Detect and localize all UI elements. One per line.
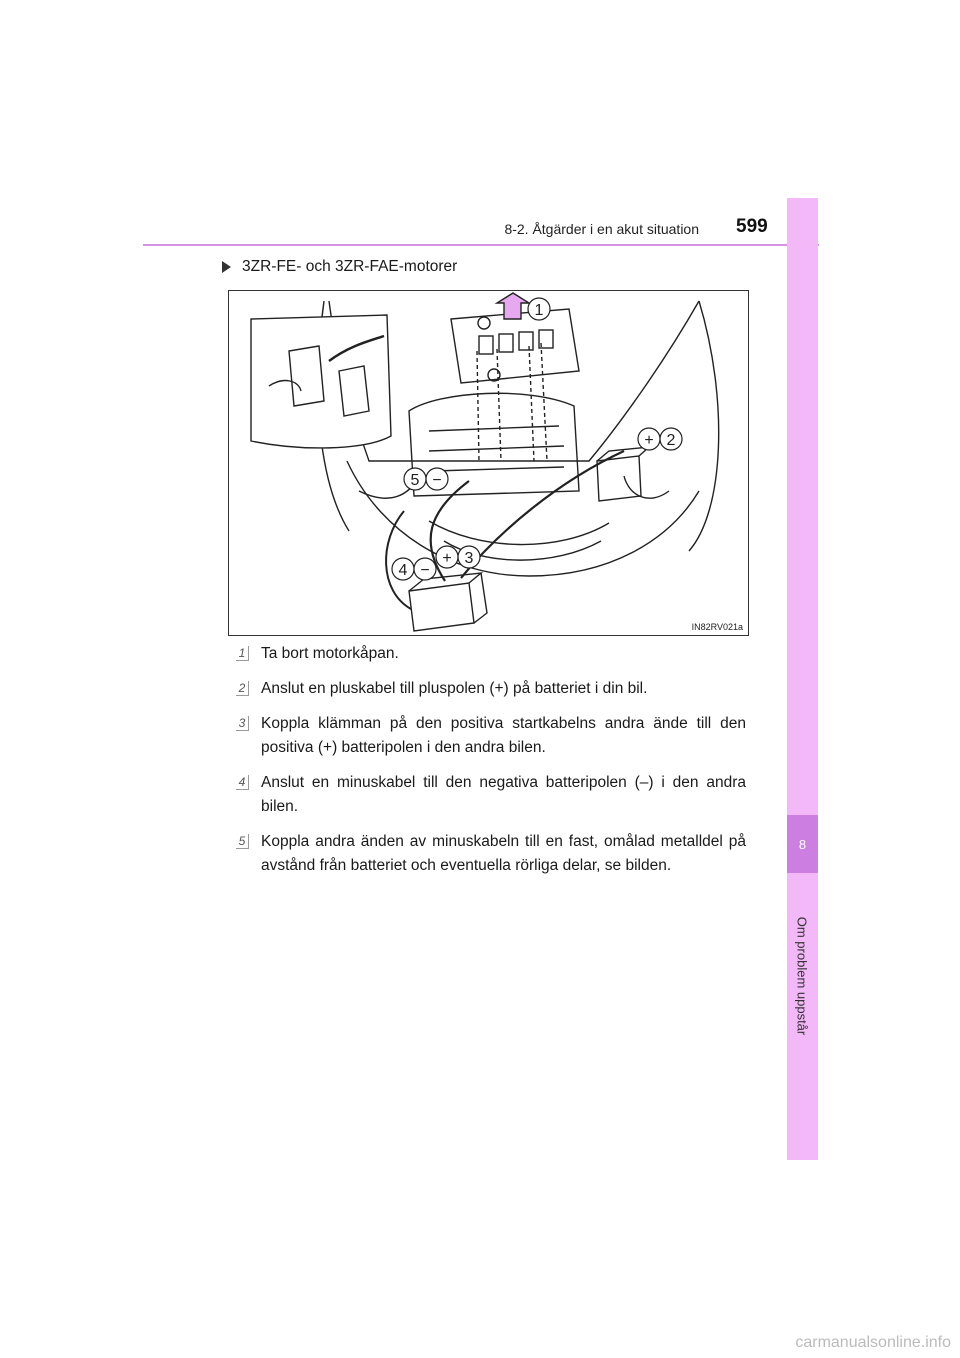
right-fender [689, 301, 719, 551]
section-heading [222, 258, 457, 276]
watermark: carmanualsonline.info [795, 1334, 951, 1351]
header-section-title: 8-2. Åtgärder i en akut situation [504, 221, 699, 237]
callout-4: 4 [398, 562, 408, 579]
list-item [236, 642, 746, 666]
engine-jump-start-illustration [228, 290, 749, 636]
header-rule [143, 244, 819, 246]
step-number: 5 [236, 834, 249, 849]
step-number: 4 [236, 775, 249, 790]
minus-sign-5: − [432, 472, 442, 489]
step-text: Anslut en minuskabel till den negativa batteripolen (–) i den andra bilen. [261, 774, 746, 815]
plus-sign-2: + [644, 432, 654, 449]
step-text: Koppla andra änden av minuskabeln till en fast, omålad metalldel på avstånd från batteriet och eventuella rörliga delar, se bilden. [261, 833, 746, 874]
engine-cover [451, 309, 579, 383]
chapter-number: 8 [798, 836, 807, 852]
step-number: 1 [236, 646, 249, 661]
triangle-bullet-icon [222, 261, 231, 273]
vehicle-battery [597, 456, 641, 501]
step-list [236, 642, 746, 889]
plus-sign-3: + [442, 550, 452, 567]
section-heading-text: 3ZR-FE- och 3ZR-FAE-motorer [242, 258, 458, 275]
list-item [236, 677, 746, 701]
minus-sign-4: − [420, 562, 430, 579]
callout-2: 2 [666, 432, 676, 449]
step-text: Koppla klämman på den positiva startkabelns andra ände till den positiva (+) batteripolen i den andra bilen. [261, 715, 746, 756]
grille-top [429, 521, 609, 545]
step-number: 3 [236, 716, 249, 731]
step-text: Anslut en pluskabel till pluspolen (+) på batteriet i din bil. [261, 680, 648, 697]
step-text: Ta bort motorkåpan. [261, 645, 399, 662]
callout-3: 3 [464, 550, 474, 567]
detail-inset [251, 315, 391, 448]
step-number: 2 [236, 681, 249, 696]
callout-1: 1 [534, 302, 544, 319]
list-item [236, 712, 746, 760]
booster-battery [409, 583, 474, 631]
figure-code: IN82RV021a [691, 622, 743, 632]
engine-bay-drawing [229, 291, 748, 635]
list-item [236, 771, 746, 819]
chapter-title: Om problem uppstår [794, 916, 810, 1036]
chapter-number-box [787, 815, 818, 873]
list-item [236, 830, 746, 878]
page-number: 599 [736, 216, 768, 237]
callout-5: 5 [410, 472, 420, 489]
